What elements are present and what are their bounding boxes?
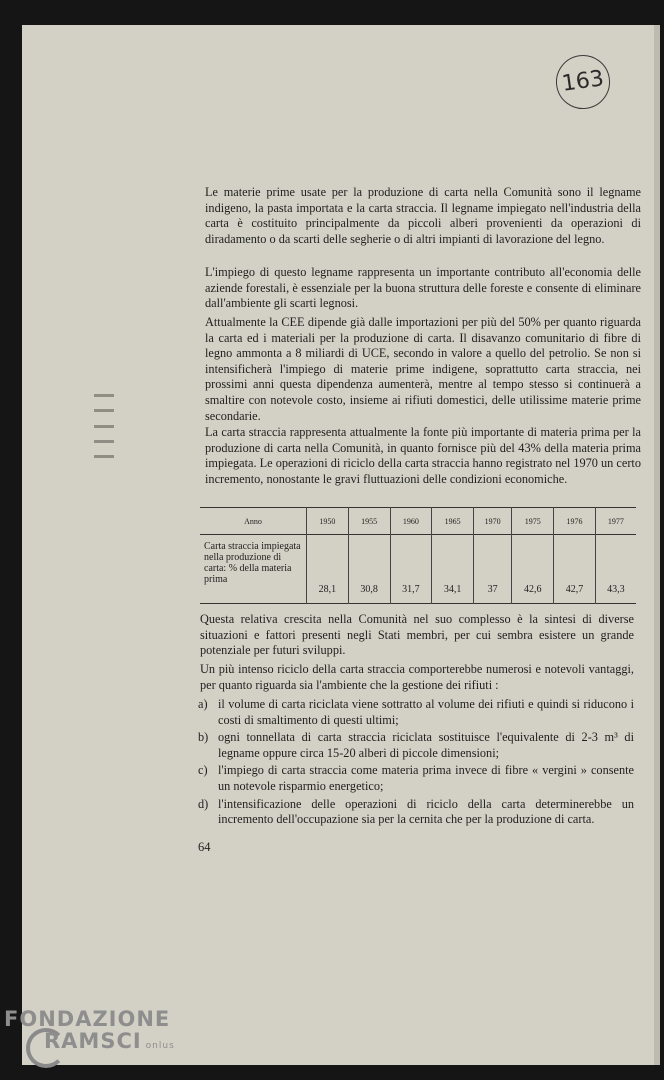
paragraph-advantages-intro: Un più intenso riciclo della carta straccia comporterebbe numerosi e notevoli vantaggi, per quanto riguarda sia l'ambiente che la gestione dei rifiuti : (200, 662, 634, 692)
list-marker: c) (198, 763, 208, 778)
paragraph-waste-paper-source: La carta straccia rappresenta attualmente la fonte più importante di materia prima per la produzione di carta nella Comunità, in quanto fornisce più del 43% della materia prima impiegata. Le operazioni di riciclo della carta straccia hanno registrato nel 1970 un certo incremento, nonostante le gravi fluttuazioni delle condizioni economiche. (205, 425, 641, 486)
list-item-text: l'intensificazione delle operazioni di riciclo della carta determinerebbe un incremento dell'occupazione sia per la cernita che per la produzione di carta. (218, 796, 634, 827)
logo-line1: FONDAZIONE (4, 1007, 171, 1031)
margin-mark (94, 455, 114, 458)
margin-mark (94, 394, 114, 397)
table-year-cell: 1955 (348, 508, 390, 535)
paragraph-forestry: L'impiego di questo legname rappresenta un importante contributo all'economia delle aziende forestali, è essenziale per la buona struttura delle foreste e consente di eliminare dall'ambiente gli scarti legnosi. (205, 265, 641, 311)
list-marker: a) (198, 697, 208, 711)
table-row-label: Carta straccia impiegata nella produzione di carta: % della materia prima (204, 541, 301, 585)
table-year-cell: 1965 (432, 508, 474, 535)
list-item-text: l'impiego di carta straccia come materia prima invece di fibre « vergini » consente un notevole risparmio energetico; (218, 763, 634, 793)
table-year-cell: 1960 (390, 508, 432, 535)
list-marker: b) (198, 730, 209, 745)
table-value-cell: 42,6 (512, 535, 554, 604)
table-value-cell: 34,1 (432, 535, 474, 604)
table-row (200, 535, 636, 604)
table-value-cell: 31,7 (390, 535, 432, 604)
margin-marks (94, 394, 114, 458)
table-value-cell: 43,3 (595, 535, 636, 604)
page-number: 64 (198, 840, 211, 854)
logo-line2-text: RAMSCI (44, 1029, 142, 1053)
margin-mark (94, 440, 114, 443)
table-value-cell: 37 (474, 535, 512, 604)
table-value-cell: 42,7 (554, 535, 596, 604)
list-item (198, 797, 634, 828)
list-item-text: il volume di carta riciclata viene sottratto al volume dei rifiuti e quindi si riducono i costi di smaltimento di questi ultimi; (218, 697, 634, 727)
table-year-cell: 1975 (512, 508, 554, 535)
table-value-cell: 30,8 (348, 535, 390, 604)
table-header-row (200, 508, 636, 535)
table-value-cell: 28,1 (307, 535, 349, 604)
logo-line2 (44, 1030, 175, 1057)
margin-mark (94, 409, 114, 412)
table-header-label: Anno (244, 516, 262, 526)
list-item (198, 730, 634, 761)
table-year-cell: 1976 (554, 508, 596, 535)
table-year-cell: 1977 (595, 508, 636, 535)
handwritten-page-annotation: 163 (553, 52, 614, 113)
paragraph-raw-materials: Le materie prime usate per la produzione di carta nella Comunità sono il legname indigeno, la pasta importata e la carta straccia. Il legname impiegato nell'industria della carta è costituito principalmente da piccoli alberi provenienti da operazioni di diradamento o da scarti delle segherie o di altri impianti di lavorazione del legno. (205, 185, 641, 246)
advantages-list (198, 697, 634, 830)
list-marker: d) (198, 796, 209, 811)
list-item (198, 697, 634, 728)
waste-paper-table (200, 507, 636, 604)
page-edge (654, 25, 660, 1065)
paragraph-community-growth: Questa relativa crescita nella Comunità nel suo complesso è la sintesi di diverse situazioni e fattori presenti negli Stati membri, per cui sembra esistere un grande potenziale per futuri sviluppi. (200, 612, 634, 658)
margin-mark (94, 425, 114, 428)
table-year-cell: 1970 (474, 508, 512, 535)
table-year-cell: 1950 (307, 508, 349, 535)
list-item-text: ogni tonnellata di carta straccia riciclata sostituisce l'equivalente di 2-3 m³ di legname oppure circa 15-20 alberi di piccole dimensioni; (218, 730, 634, 760)
list-item (198, 763, 634, 794)
watermark-logo (4, 1008, 175, 1057)
logo-suffix: onlus (145, 1041, 175, 1051)
paragraph-cee-dependence: Attualmente la CEE dipende già dalle importazioni per più del 50% per quanto riguarda la carta ed i materiali per la produzione di carta. Il disavanzo comunitario di fibre di legno ammonta a 8 miliardi di UCE, secondo in valore a quello del petrolio. Se non si intensificherà l'impiego di materie prime indigene, soprattutto carta straccia, nei prossimi anni questa dipendenza aumenterà, mentre al tempo stesso si continuerà a smaltire con notevole costo, insieme ai rifiuti domestici, delle utilissime materie prime secondarie. (205, 315, 641, 423)
